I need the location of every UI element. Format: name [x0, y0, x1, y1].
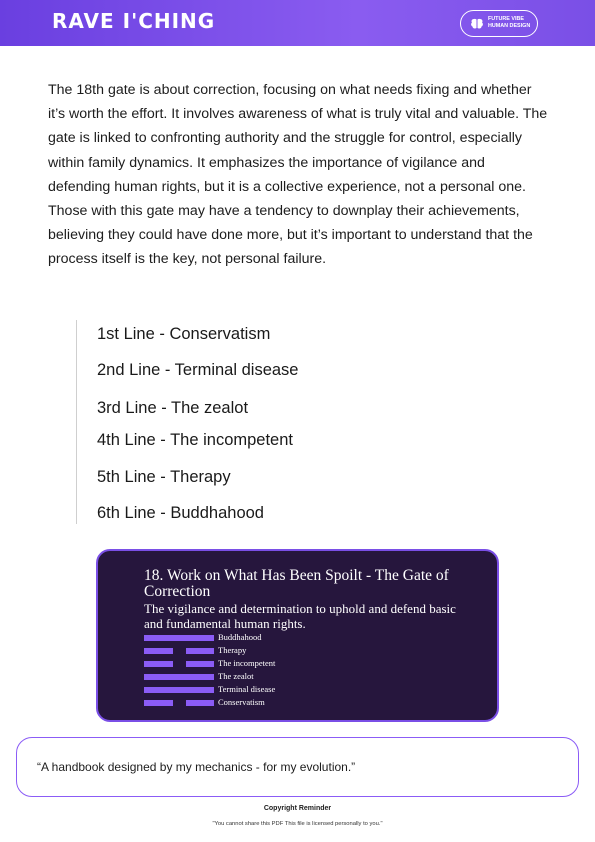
brain-icon — [470, 17, 484, 31]
badge-line1: FUTURE VIBE — [488, 16, 524, 22]
brand-logo: RAVE I'CHING — [52, 9, 216, 33]
hexagram-label: The zealot — [218, 671, 254, 681]
broken-bar — [186, 648, 214, 654]
copyright-title: Copyright Reminder — [263, 805, 332, 812]
handbook-quote: “A handbook designed by my mechanics - for my evolution.” — [37, 760, 356, 774]
card-description: The vigilance and determination to uphold and defend basic and fundamental human rights. — [144, 601, 456, 631]
badge-line2: HUMAN DESIGN — [488, 23, 531, 29]
gate-card — [96, 549, 499, 722]
line-item: 6th Line - Buddhahood — [97, 504, 264, 522]
hexagram-label: Conservatism — [218, 697, 265, 707]
line-item: 5th Line - Therapy — [97, 468, 231, 486]
solid-bar — [144, 687, 214, 693]
solid-bar — [144, 635, 214, 641]
page-header — [0, 0, 595, 46]
line-item: 1st Line - Conservatism — [97, 325, 271, 343]
line-item: 3rd Line - The zealot — [97, 399, 249, 417]
gate-lines-list — [76, 320, 377, 524]
line-item: 4th Line - The incompetent — [97, 431, 293, 449]
hexagram-label: The incompetent — [218, 658, 276, 668]
copyright-text: "You cannot share this PDF This file is licensed personally to you." — [212, 821, 383, 827]
broken-bar — [186, 661, 214, 667]
hexagram-label: Terminal disease — [218, 684, 276, 694]
card-title: 18. Work on What Has Been Spoilt - The Gate of Correction — [144, 567, 449, 600]
line-item: 2nd Line - Terminal disease — [97, 361, 299, 379]
broken-bar — [186, 700, 214, 706]
quote-box — [16, 737, 579, 797]
future-vibe-badge[interactable] — [460, 10, 538, 37]
intro-paragraph: The 18th gate is about correction, focusing on what needs fixing and whether it’s worth the effort. It involves awareness of what is truly vital and valuable. The gate is linked to confronting authority and the struggle for control, especially within family dynamics. It emphasizes the importance of vigilance and defending human rights, but it is a collective experience, not a personal one. Those with this gate may have a tendency to downplay their achievements, believing they could have done more, but it’s important to understand that the process itself is the key, not personal failure. — [48, 82, 548, 268]
hexagram-label: Buddhahood — [218, 632, 262, 642]
solid-bar — [144, 674, 214, 680]
broken-bar — [144, 648, 173, 654]
broken-bar — [144, 700, 173, 706]
broken-bar — [144, 661, 173, 667]
hexagram-label: Therapy — [218, 645, 247, 655]
